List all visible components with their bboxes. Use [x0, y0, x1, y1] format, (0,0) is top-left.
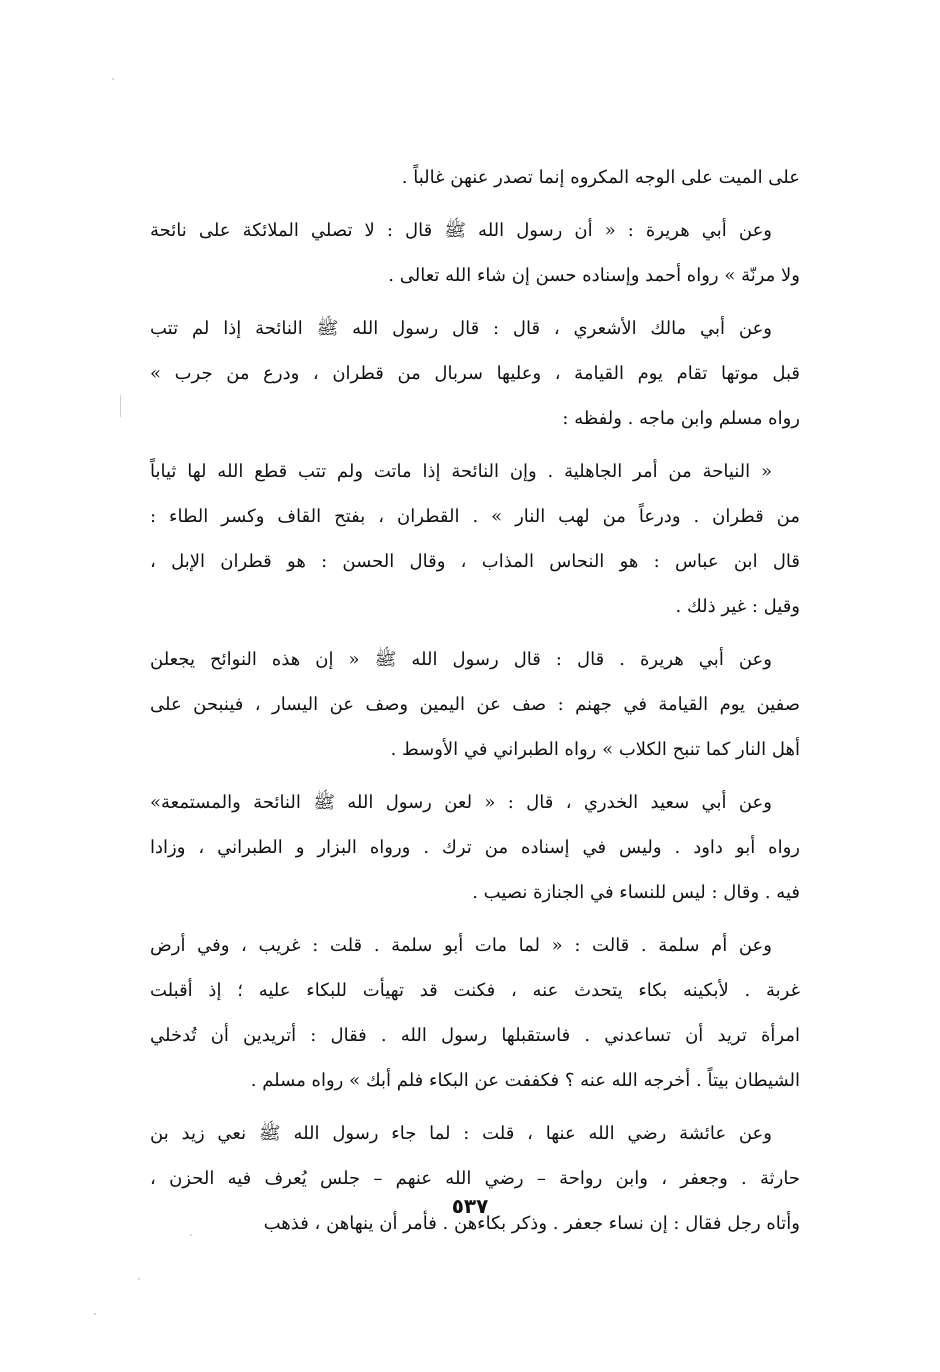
scan-speck: [138, 1278, 140, 1280]
text-line: فيه . وقال : ليس للنساء في الجنازة نصيب .: [472, 882, 800, 903]
paragraph: [150, 1111, 800, 1246]
scan-speck: [190, 1234, 192, 1236]
text-line: غربة . لأبكينه بكاء يتحدث عنه ، فكنت قد تهيأت للبكاء عليه ؛ إذ أقبلت: [150, 980, 800, 1001]
text-line: وأتاه رجل فقال : إن نساء جعفر . وذكر بكاءهن . فأمر أن ينهاهن ، فذهب: [263, 1213, 800, 1234]
text-line: وعن أبي هريرة . قال : قال رسول الله ﷺ « إن هذه النوائح يجعلن: [150, 649, 772, 670]
margin-mark: [120, 395, 121, 417]
scan-speck: [112, 78, 114, 80]
text-line: صفين يوم القيامة في جهنم : صف عن اليمين وصف عن اليسار ، فينبحن على: [150, 694, 800, 715]
text-line: من قطران . ودرعاً من لهب النار » . القطران ، بفتح القاف وكسر الطاء :: [150, 506, 800, 527]
text-line: رواه أبو داود . وليس في إسناده من ترك . ورواه البزار و الطبراني ، وزادا: [150, 837, 800, 858]
text-line: وعن أبي مالك الأشعري ، قال : قال رسول الله ﷺ النائحة إذا لم تتب: [150, 318, 772, 339]
text-line: ولا مرنّة » رواه أحمد وإسناده حسن إن شاء الله تعالى .: [388, 265, 800, 286]
text-line: على الميت على الوجه المكروه إنما تصدر عنهن غالباً .: [401, 167, 800, 188]
text-line: وعن عائشة رضي الله عنها ، قلت : لما جاء رسول الله ﷺ نعي زيد بن: [150, 1123, 772, 1144]
text-line: وعن أبي سعيد الخدري ، قال : « لعن رسول الله ﷺ النائحة والمستمعة»: [150, 792, 772, 813]
paragraph: [150, 780, 800, 915]
text-line: الشيطان بيتاً . أخرجه الله عنه ؟ فكففت عن البكاء فلم أبك » رواه مسلم .: [250, 1070, 800, 1091]
text-line: « النياحة من أمر الجاهلية . وإن النائحة إذا ماتت ولم تتب قطع الله لها ثياباً: [150, 461, 772, 482]
paragraph: [150, 306, 800, 441]
paragraph: [150, 637, 800, 772]
text-line: وقيل : غير ذلك .: [675, 596, 800, 617]
text-line: حارثة . وجعفر ، وابن رواحة – رضي الله عنهم – جلس يُعرف فيه الحزن ،: [150, 1168, 800, 1189]
page-text: [150, 155, 800, 1254]
paragraph: [150, 923, 800, 1103]
text-line: قال ابن عباس : هو النحاس المذاب ، وقال الحسن : هو قطران الإبل ،: [150, 551, 800, 572]
text-line: وعن أبي هريرة : « أن رسول الله ﷺ قال : لا تصلي الملائكة على نائحة: [150, 220, 772, 241]
paragraph: [150, 155, 800, 200]
page-number: ٥٣٧: [451, 1194, 489, 1218]
paragraph: [150, 208, 800, 298]
text-line: رواه مسلم وابن ماجه . ولفظه :: [562, 408, 800, 429]
text-line: أهل النار كما تنبح الكلاب » رواه الطبراني في الأوسط .: [390, 739, 800, 760]
paragraph: [150, 449, 800, 629]
text-line: قبل موتها تقام يوم القيامة ، وعليها سربال من قطران ، ودرع من جرب »: [150, 363, 800, 384]
scan-speck: [94, 1313, 96, 1315]
text-line: وعن أم سلمة . قالت : « لما مات أبو سلمة . قلت : غريب ، وفي أرض: [150, 935, 772, 956]
text-line: امرأة تريد أن تساعدني . فاستقبلها رسول الله . فقال : أتريدين أن تُدخلي: [150, 1025, 800, 1046]
